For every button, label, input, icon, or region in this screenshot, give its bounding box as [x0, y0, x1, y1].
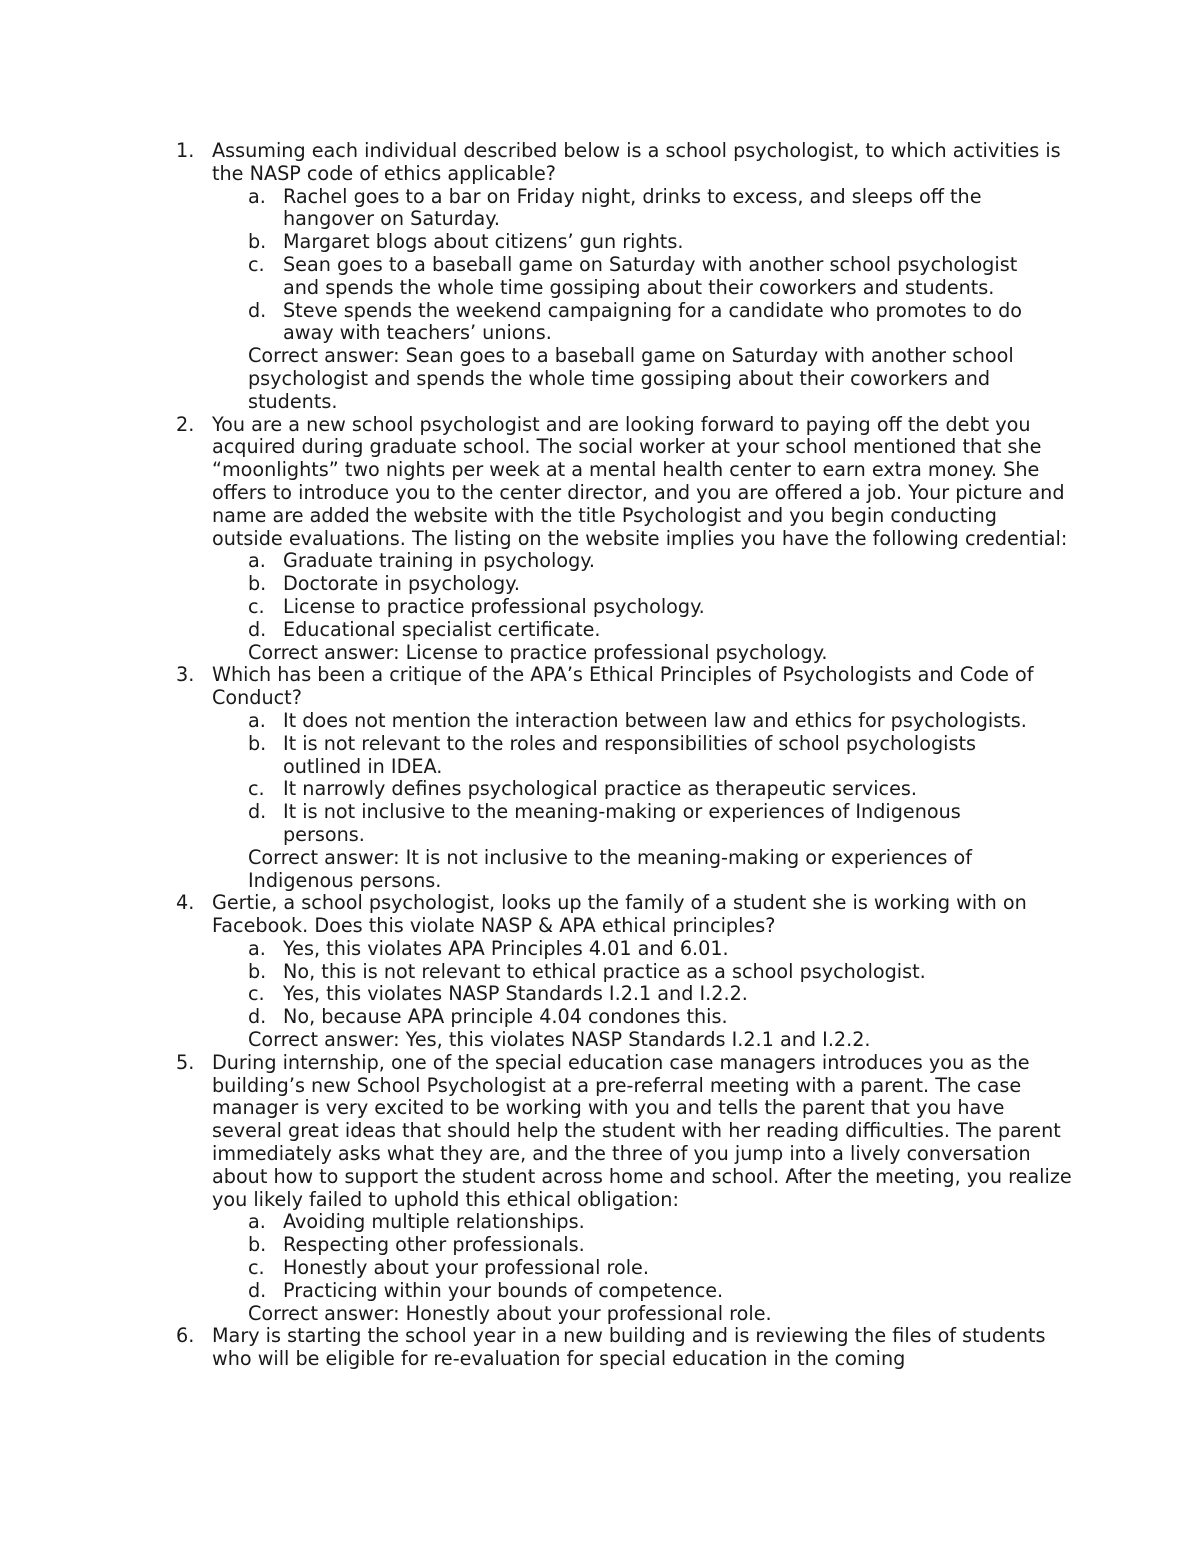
question-number: 1.: [176, 139, 195, 162]
option-letter: d.: [248, 800, 267, 824]
option-letter: d.: [248, 1005, 267, 1029]
option-text: Yes, this violates APA Principles 4.01 and 6.01.: [283, 936, 729, 960]
option-list: [212, 710, 1072, 847]
option-letter: c.: [248, 594, 265, 618]
question-6: [0, 1325, 1072, 1371]
correct-answer: Correct answer: Honestly about your professional role.: [248, 1301, 772, 1325]
option-list: [212, 550, 1072, 641]
option-list: [212, 938, 1072, 1029]
option-b: [212, 573, 1043, 596]
question-text: Which has been a critique of the APA’s Ethical Principles of Psychologists and Code of Conduct?: [212, 663, 1034, 710]
option-letter: b.: [248, 1233, 267, 1257]
option-text: It is not relevant to the roles and responsibilities of school psychologists outlined in IDEA.: [283, 731, 977, 778]
option-c: [212, 778, 1043, 801]
option-text: Practicing within your bounds of competence.: [283, 1278, 724, 1302]
option-text: Sean goes to a baseball game on Saturday with another school psychologist and spends the whole time gossiping about their coworkers and students.: [283, 252, 1018, 299]
option-c: [212, 983, 1043, 1006]
option-text: Respecting other professionals.: [283, 1233, 585, 1257]
option-letter: a.: [248, 708, 266, 732]
question-text: Gertie, a school psychologist, looks up the family of a student she is working with on Facebook. Does this violate NASP & APA ethical principles?: [212, 891, 1027, 938]
option-list: [212, 186, 1072, 346]
option-letter: b.: [248, 731, 267, 755]
option-text: Honestly about your professional role.: [283, 1256, 649, 1280]
option-d: [212, 619, 1043, 642]
document-page: [0, 140, 1200, 1371]
correct-answer: Correct answer: It is not inclusive to the meaning-making or experiences of Indigenous persons.: [248, 845, 972, 892]
option-a: [212, 710, 1043, 733]
question-number: 5.: [176, 1050, 195, 1074]
option-b: [212, 733, 1043, 779]
option-c: [212, 1257, 1043, 1280]
question-5: [0, 1052, 1072, 1326]
option-text: No, because APA principle 4.04 condones this.: [283, 1005, 728, 1029]
option-c: [212, 254, 1043, 300]
option-text: Margaret blogs about citizens’ gun rights.: [283, 230, 684, 254]
option-a: [212, 186, 1043, 232]
option-b: [212, 231, 1043, 254]
option-text: No, this is not relevant to ethical practice as a school psychologist.: [283, 959, 926, 983]
option-letter: c.: [248, 252, 265, 276]
question-text: Mary is starting the school year in a new building and is reviewing the files of students who will be eligible for re-evaluation for special education in the coming: [212, 1324, 1046, 1371]
option-letter: d.: [248, 617, 267, 641]
option-text: It does not mention the interaction between law and ethics for psychologists.: [283, 708, 1027, 732]
option-letter: c.: [248, 982, 265, 1006]
option-text: It is not inclusive to the meaning-making or experiences of Indigenous persons.: [283, 800, 961, 846]
option-c: [212, 596, 1043, 619]
correct-answer: Correct answer: Sean goes to a baseball game on Saturday with another school psychologist and spends the whole time gossiping about their coworkers and students.: [248, 344, 1014, 413]
option-letter: a.: [248, 1210, 266, 1234]
option-text: Rachel goes to a bar on Friday night, drinks to excess, and sleeps off the hangover on Saturday.: [283, 184, 982, 231]
question-text: You are a new school psychologist and are looking forward to paying off the debt you acquired during graduate school. The social worker at your school mentioned that she “moonlights” two nights per week at a mental health center to earn extra money. She offers to introduce you to the center director, and you are offered a job. Your picture and name are added the website with the title Psychologist and you begin conducting outside evaluations. The listing on the website implies you have the following credential:: [212, 412, 1068, 550]
option-text: Graduate training in psychology.: [283, 549, 596, 573]
question-3: [0, 664, 1072, 892]
question-text: Assuming each individual described below is a school psychologist, to which activities is the NASP code of ethics applicable?: [212, 139, 1061, 185]
option-text: Avoiding multiple relationships.: [283, 1210, 585, 1234]
option-letter: b.: [248, 230, 267, 254]
option-letter: a.: [248, 549, 266, 573]
option-letter: b.: [248, 572, 267, 596]
option-letter: d.: [248, 1278, 267, 1302]
option-letter: d.: [248, 298, 267, 322]
option-letter: a.: [248, 936, 266, 960]
option-d: [212, 300, 1043, 346]
question-number: 3.: [176, 663, 195, 687]
option-text: It narrowly defines psychological practice as therapeutic services.: [283, 777, 918, 801]
question-number: 6.: [176, 1324, 195, 1348]
option-a: [212, 550, 1043, 573]
option-a: [212, 1211, 1043, 1234]
option-letter: c.: [248, 1256, 265, 1280]
correct-answer: Correct answer: License to practice professional psychology.: [248, 640, 828, 664]
option-b: [212, 961, 1043, 984]
option-letter: b.: [248, 959, 267, 983]
option-list: [212, 1211, 1072, 1302]
option-text: License to practice professional psychology.: [283, 594, 705, 618]
question-1: [0, 140, 1072, 414]
option-d: [212, 801, 1043, 847]
question-2: [0, 414, 1072, 665]
option-letter: c.: [248, 777, 265, 801]
option-a: [212, 938, 1043, 961]
option-letter: a.: [248, 184, 266, 208]
option-text: Educational specialist certificate.: [283, 617, 601, 641]
option-text: Steve spends the weekend campaigning for a candidate who promotes to do away with teachers’ unions.: [283, 298, 1023, 345]
question-4: [0, 892, 1072, 1052]
option-text: Yes, this violates NASP Standards I.2.1 and I.2.2.: [283, 982, 748, 1006]
option-text: Doctorate in psychology.: [283, 572, 520, 596]
question-number: 4.: [176, 891, 195, 915]
option-d: [212, 1280, 1043, 1303]
option-b: [212, 1234, 1043, 1257]
correct-answer: Correct answer: Yes, this violates NASP Standards I.2.1 and I.2.2.: [248, 1028, 871, 1052]
question-text: During internship, one of the special education case managers introduces you as the building’s new School Psychologist at a pre-referral meeting with a parent. The case manager is very excited to be working with you and tells the parent that you have several great ideas that should help the student with her reading difficulties. The parent immediately asks what they are, and the three of you jump into a lively conversation about how to support the student across home and school. After the meeting, you realize you likely failed to uphold this ethical obligation:: [212, 1050, 1072, 1211]
question-number: 2.: [176, 412, 195, 436]
option-d: [212, 1006, 1043, 1029]
